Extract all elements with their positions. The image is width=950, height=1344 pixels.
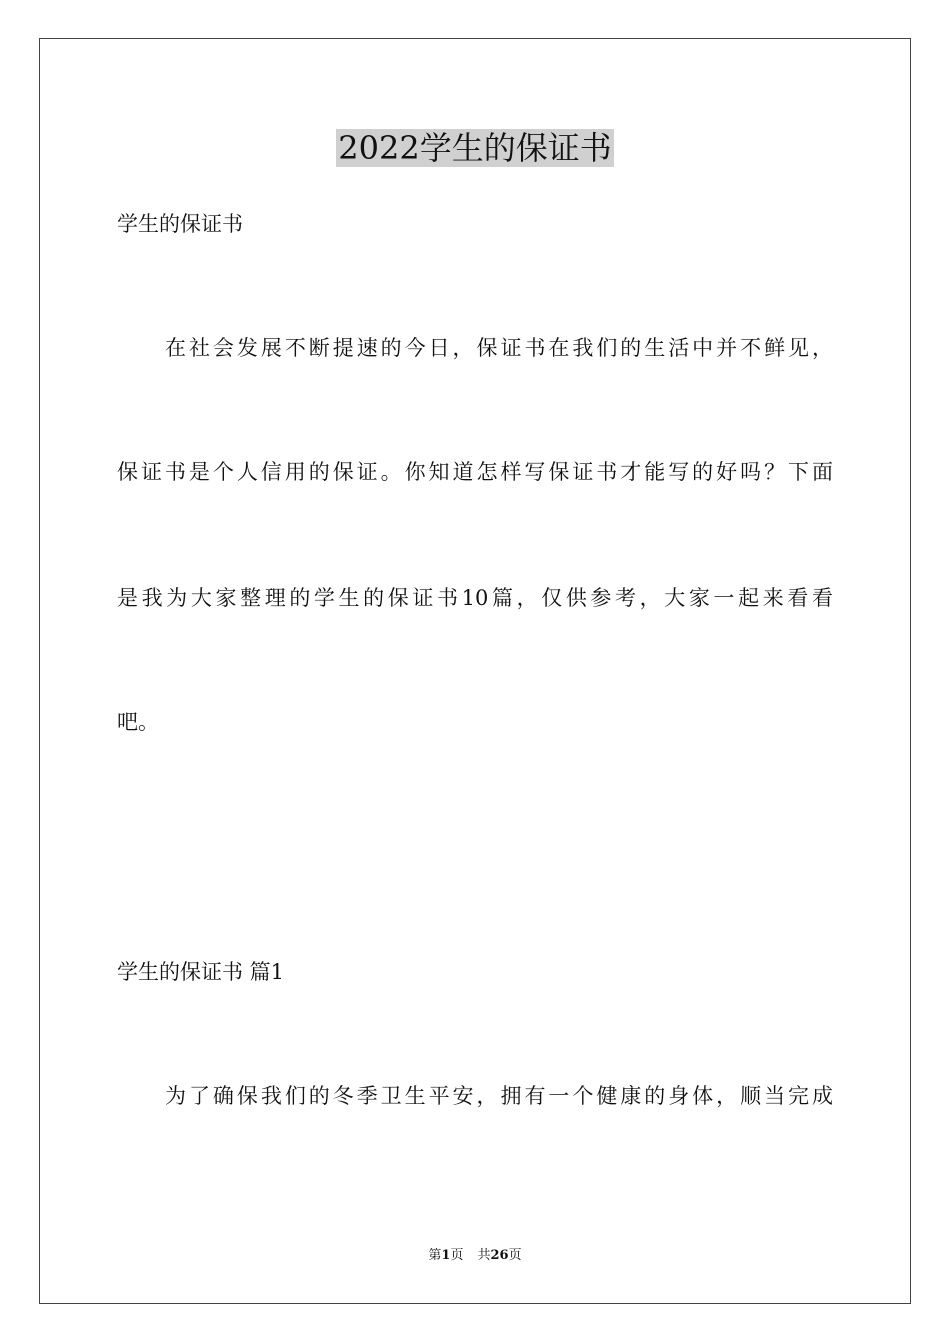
document-title-text: 2022学生的保证书 (338, 129, 612, 167)
footer-total-number: 26 (490, 1248, 509, 1263)
page-footer (0, 1247, 950, 1265)
document-subtitle: 学生的保证书 (117, 212, 243, 236)
footer-page-suffix: 页 (450, 1248, 464, 1263)
intro-paragraph-line-3: 是我为大家整理的学生的保证书10篇，仅供参考，大家一起来看看 (117, 586, 833, 610)
footer-page-prefix: 第 (428, 1248, 442, 1263)
footer-page-number: 1 (441, 1248, 451, 1263)
intro-paragraph-line-1: 在社会发展不断提速的今日，保证书在我们的生活中并不鲜见， (165, 336, 833, 360)
footer-total-suffix: 页 (508, 1248, 522, 1263)
footer-total-prefix: 共 (477, 1248, 491, 1263)
document-title (0, 126, 950, 170)
section-paragraph-line-1: 为了确保我们的冬季卫生平安，拥有一个健康的身体，顺当完成 (165, 1084, 833, 1108)
section-heading: 学生的保证书 篇1 (117, 960, 285, 984)
intro-paragraph-line-2: 保证书是个人信用的保证。你知道怎样写保证书才能写的好吗？下面 (117, 460, 833, 484)
intro-paragraph-line-4: 吧。 (117, 710, 159, 734)
